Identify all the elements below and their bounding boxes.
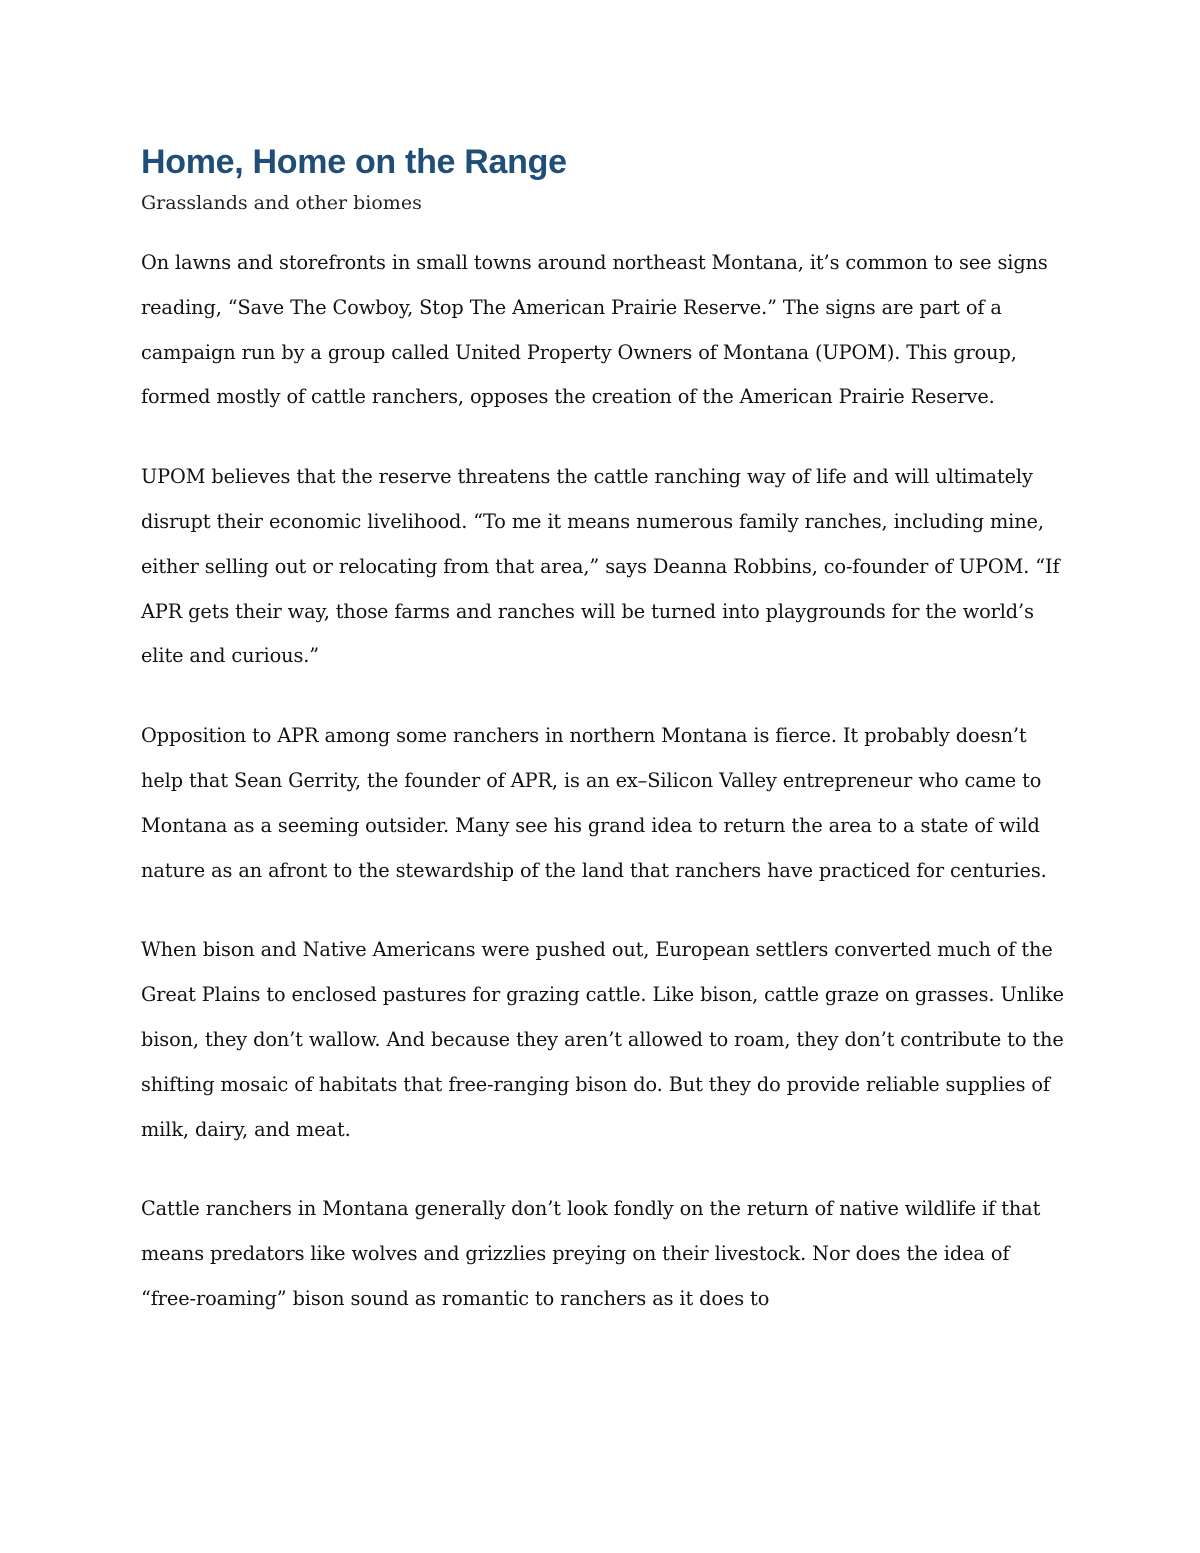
paragraph: Cattle ranchers in Montana generally don’t look fondly on the return of native wildlife if that means predators like wolves and grizzlies preying on their livestock. Nor does the idea of “free-roaming” bison sound as romantic to ranchers as it does to (141, 1197, 1041, 1310)
paragraph: On lawns and storefronts in small towns around northeast Montana, it’s common to see signs reading, “Save The Cowboy, Stop The American Prairie Reserve.” The signs are part of a campaign run by a group called United Property Owners of Montana (UPOM). This group, formed mostly of cattle ranchers, opposes the creation of the American Prairie Reserve. (141, 251, 1048, 409)
paragraph: UPOM believes that the reserve threatens the cattle ranching way of life and will ultimately disrupt their economic livelihood. “To me it means numerous family ranches, including mine, either selling out or relocating from that area,” says Deanna Robbins, co-founder of UPOM. “If APR gets their way, those farms and ranches will be turned into playgrounds for the world’s elite and curious.” (141, 465, 1060, 668)
document-body (141, 241, 1066, 1322)
document-title: Home, Home on the Range (141, 143, 567, 181)
document-subtitle: Grasslands and other biomes (141, 192, 422, 214)
paragraph: Opposition to APR among some ranchers in northern Montana is fierce. It probably doesn’t help that Sean Gerrity, the founder of APR, is an ex–Silicon Valley entrepreneur who came to Montana as a seeming outsider. Many see his grand idea to return the area to a state of wild nature as an afront to the stewardship of the land that ranchers have practiced for centuries. (141, 724, 1047, 882)
paragraph: When bison and Native Americans were pushed out, European settlers converted much of the Great Plains to enclosed pastures for grazing cattle. Like bison, cattle graze on grasses. Unlike bison, they don’t wallow. And because they aren’t allowed to roam, they don’t contribute to the shifting mosaic of habitats that free-ranging bison do. But they do provide reliable supplies of milk, dairy, and meat. (141, 938, 1064, 1141)
document-content (141, 140, 1066, 1322)
